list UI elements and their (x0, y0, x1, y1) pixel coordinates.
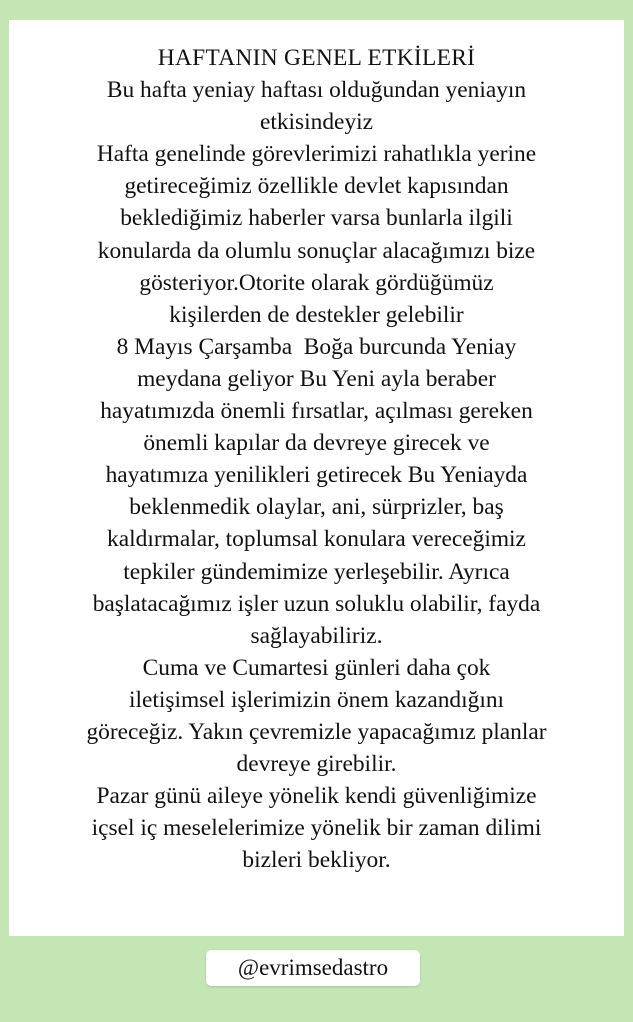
text-line: göreceğiz. Yakın çevremizle yapacağımız planlar (86, 718, 547, 745)
text-line: Pazar günü aileye yönelik kendi güvenliğimize (96, 783, 537, 810)
text-line: meydana geliyor Bu Yeni ayla beraber (137, 365, 496, 392)
text-line: beklenmedik olaylar, ani, sürprizler, baş (129, 494, 504, 521)
text-line: etkisindeyiz (259, 109, 374, 136)
text-line: kişilerden de destekler gelebilir (169, 301, 464, 328)
text-line: önemli kapılar da devreye girecek ve (143, 430, 490, 457)
text-line: iletişimsel işlerimizin önem kazandığını (128, 686, 505, 713)
text-line: Bu hafta yeniay haftası olduğundan yeniayın (106, 77, 527, 104)
text-line: içsel iç meselelerimize yönelik bir zaman dilimi (91, 815, 542, 842)
text-line: konularda da olumlu sonuçlar alacağımızı bize (97, 237, 536, 264)
text-line: sağlayabiliriz. (250, 622, 383, 649)
text-line: hayatımızda önemli fırsatlar, açılması gereken (100, 398, 533, 425)
text-line: kaldırmalar, toplumsal konulara vereceğimiz (107, 526, 526, 553)
text-line: gösteriyor.Otorite olarak gördüğümüz (139, 269, 494, 296)
mention-tag[interactable]: @evrimsedastro (206, 950, 420, 986)
text-line: başlatacağımız işler uzun soluklu olabilir, fayda (92, 590, 541, 617)
text-line: Cuma ve Cumartesi günleri daha çok (142, 654, 491, 681)
story-text (9, 42, 624, 876)
text-line: Hafta genelinde görevlerimizi rahatlıkla yerine (96, 141, 537, 168)
text-line: hayatımıza yenilikleri getirecek Bu Yeniayda (105, 462, 528, 489)
text-line: getireceğimiz özellikle devlet kapısından (124, 173, 509, 200)
story-title: HAFTANIN GENEL ETKİLERİ (157, 45, 476, 71)
text-line: tepkiler gündemimize yerleşebilir. Ayrıca (123, 558, 510, 585)
text-line: 8 Mayıs Çarşamba Boğa burcunda Yeniay (116, 333, 517, 360)
story-text-card (9, 20, 624, 936)
text-line: devreye girebilir. (236, 751, 397, 778)
text-line: beklediğimiz haberler varsa bunlarla ilgili (120, 205, 513, 232)
text-line: bizleri bekliyor. (242, 847, 391, 874)
